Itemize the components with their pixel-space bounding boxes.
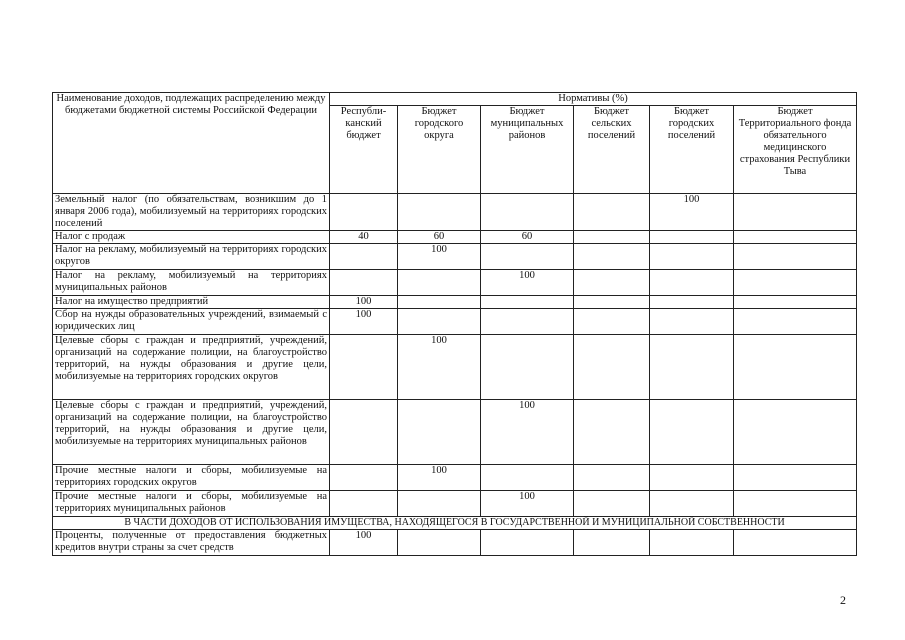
cell-value	[734, 335, 857, 400]
cell-value	[650, 270, 734, 296]
cell-value	[574, 491, 650, 517]
table-row	[53, 335, 857, 400]
row-label: Сбор на нужды образовательных учреждений, взимаемый с юридических лиц	[53, 309, 330, 335]
cell-value	[481, 335, 574, 400]
table-row	[53, 309, 857, 335]
cell-value: 60	[398, 231, 481, 244]
cell-value	[734, 194, 857, 231]
table-row	[53, 530, 857, 556]
cell-value	[481, 296, 574, 309]
cell-value	[330, 465, 398, 491]
col-header-republic-budget: Республи-канский бюджет	[330, 106, 398, 194]
cell-value	[650, 335, 734, 400]
table-row	[53, 465, 857, 491]
table-row	[53, 491, 857, 517]
cell-value: 100	[481, 491, 574, 517]
col-header-municipal-district-budget: Бюджет муниципальных районов	[481, 106, 574, 194]
cell-value	[481, 530, 574, 556]
cell-value	[398, 309, 481, 335]
row-label: Целевые сборы с граждан и предприятий, учреждений, организаций на содержание полиции, на благоустройство территорий, на нужды образования и другие цели, мобилизуемые на территориях городских округов	[53, 335, 330, 400]
cell-value	[330, 270, 398, 296]
cell-value	[481, 194, 574, 231]
cell-value	[650, 244, 734, 270]
row-label: Налог на рекламу, мобилизуемый на территориях муниципальных районов	[53, 270, 330, 296]
cell-value	[398, 194, 481, 231]
cell-value	[330, 400, 398, 465]
cell-value	[574, 465, 650, 491]
row-label: Прочие местные налоги и сборы, мобилизуемые на территориях городских округов	[53, 465, 330, 491]
cell-value	[650, 309, 734, 335]
cell-value: 100	[398, 465, 481, 491]
cell-value	[481, 309, 574, 335]
cell-value: 100	[330, 309, 398, 335]
table-row	[53, 231, 857, 244]
col-header-rural-settlement-budget: Бюджет сельских поселений	[574, 106, 650, 194]
row-label: Налог на рекламу, мобилизуемый на территориях городских округов	[53, 244, 330, 270]
row-label: Прочие местные налоги и сборы, мобилизуемые на территориях муниципальных районов	[53, 491, 330, 517]
cell-value	[650, 530, 734, 556]
row-label: Налог с продаж	[53, 231, 330, 244]
row-label: Проценты, полученные от предоставления бюджетных кредитов внутри страны за счет средств	[53, 530, 330, 556]
cell-value	[734, 465, 857, 491]
cell-value: 100	[398, 244, 481, 270]
cell-value	[398, 491, 481, 517]
cell-value	[398, 296, 481, 309]
cell-value	[734, 244, 857, 270]
cell-value: 40	[330, 231, 398, 244]
cell-value	[398, 530, 481, 556]
cell-value	[398, 400, 481, 465]
cell-value	[734, 491, 857, 517]
cell-value	[481, 465, 574, 491]
budget-allocation-table	[52, 92, 857, 556]
table-row	[53, 270, 857, 296]
section-header-row	[53, 517, 857, 530]
cell-value: 100	[650, 194, 734, 231]
row-label: Целевые сборы с граждан и предприятий, учреждений, организаций на содержание полиции, на благоустройство территорий, на нужды образования и другие цели, мобилизуемые на территориях муниципальных районов	[53, 400, 330, 465]
name-column-header: Наименование доходов, подлежащих распределению между бюджетами бюджетной системы Российской Федерации	[53, 93, 330, 194]
cell-value	[734, 530, 857, 556]
cell-value	[650, 465, 734, 491]
col-header-medical-insurance-fund-budget: Бюджет Территориального фонда обязательного медицинского страхования Республики Тыва	[734, 106, 857, 194]
cell-value	[734, 400, 857, 465]
cell-value	[734, 296, 857, 309]
table-row	[53, 296, 857, 309]
norms-group-header: Нормативы (%)	[330, 93, 857, 106]
cell-value	[574, 194, 650, 231]
cell-value	[330, 194, 398, 231]
section-title: В ЧАСТИ ДОХОДОВ ОТ ИСПОЛЬЗОВАНИЯ ИМУЩЕСТВА, НАХОДЯЩЕГОСЯ В ГОСУДАРСТВЕННОЙ И МУНИЦИПАЛЬНОЙ СОБСТВЕННОСТИ	[53, 517, 857, 530]
cell-value	[650, 400, 734, 465]
cell-value: 100	[481, 270, 574, 296]
cell-value	[330, 335, 398, 400]
cell-value	[734, 270, 857, 296]
cell-value: 100	[330, 530, 398, 556]
row-label: Земельный налог (по обязательствам, возникшим до 1 января 2006 года), мобилизуемый на территориях городских поселений	[53, 194, 330, 231]
cell-value	[574, 530, 650, 556]
table-row	[53, 244, 857, 270]
cell-value: 100	[398, 335, 481, 400]
cell-value	[650, 296, 734, 309]
cell-value	[481, 244, 574, 270]
cell-value	[398, 270, 481, 296]
cell-value	[574, 231, 650, 244]
cell-value	[574, 244, 650, 270]
col-header-urban-settlement-budget: Бюджет городских поселений	[650, 106, 734, 194]
cell-value	[734, 231, 857, 244]
cell-value	[330, 491, 398, 517]
cell-value	[330, 244, 398, 270]
table-row	[53, 400, 857, 465]
cell-value	[734, 309, 857, 335]
cell-value	[650, 231, 734, 244]
cell-value	[574, 335, 650, 400]
page-number: 2	[840, 593, 846, 607]
cell-value: 100	[481, 400, 574, 465]
cell-value: 60	[481, 231, 574, 244]
col-header-city-district-budget: Бюджет городского округа	[398, 106, 481, 194]
cell-value	[574, 296, 650, 309]
cell-value	[574, 270, 650, 296]
cell-value: 100	[330, 296, 398, 309]
cell-value	[650, 491, 734, 517]
cell-value	[574, 309, 650, 335]
row-label: Налог на имущество предприятий	[53, 296, 330, 309]
cell-value	[574, 400, 650, 465]
table-row	[53, 194, 857, 231]
